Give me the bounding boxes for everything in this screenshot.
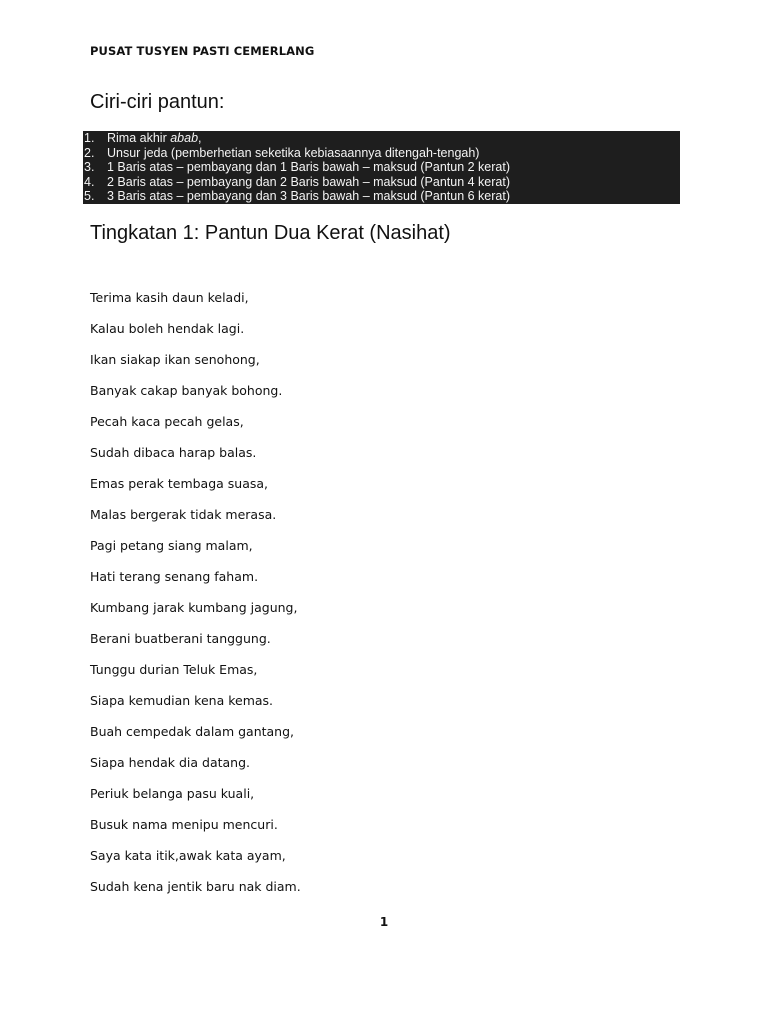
pantun-line: Buah cempedak dalam gantang, [90,724,295,739]
feature-number: 3. [84,160,95,175]
pantun-line: Terima kasih daun keladi, [90,290,249,305]
features-heading: Ciri-ciri pantun: [90,91,225,113]
pantun-line: Pecah kaca pecah gelas, [90,414,244,429]
pantun-line: Sudah dibaca harap balas. [90,445,257,460]
feature-suffix: , [198,131,202,145]
feature-text: 3 Baris atas – pembayang dan 3 Baris bawah – maksud (Pantun 6 kerat) [107,189,511,204]
pantun-line: Berani buatberani tanggung. [90,631,271,646]
pantun-line: Kumbang jarak kumbang jagung, [90,600,298,615]
pantun-line: Tunggu durian Teluk Emas, [90,662,258,677]
pantun-line: Busuk nama menipu mencuri. [90,817,278,832]
feature-text: Rima akhir [107,131,171,145]
document-header: PUSAT TUSYEN PASTI CEMERLANG [90,44,315,58]
feature-item [83,175,680,190]
pantun-lines [90,288,301,908]
pantun-line: Hati terang senang faham. [90,569,259,584]
feature-text: 2 Baris atas – pembayang dan 2 Baris bawah – maksud (Pantun 4 kerat) [107,174,511,189]
page-number: 1 [379,915,389,929]
pantun-line: Siapa kemudian kena kemas. [90,693,274,708]
pantun-heading: Tingkatan 1: Pantun Dua Kerat (Nasihat) [90,222,451,244]
pantun-line: Kalau boleh hendak lagi. [90,321,245,336]
pantun-line: Malas bergerak tidak merasa. [90,507,277,522]
pantun-line: Pagi petang siang malam, [90,538,253,553]
feature-item [83,146,680,161]
feature-number: 2. [84,145,95,160]
feature-text: Unsur jeda (pemberhetian seketika kebiasaannya ditengah-tengah) [107,145,480,160]
pantun-line: Sudah kena jentik baru nak diam. [90,879,301,894]
feature-emphasis: abab [170,131,199,145]
features-list [83,131,680,204]
feature-item [83,131,680,146]
feature-number: 5. [84,189,95,204]
pantun-line: Periuk belanga pasu kuali, [90,786,255,801]
pantun-line: Siapa hendak dia datang. [90,755,251,770]
pantun-line: Saya kata itik,awak kata ayam, [90,848,286,863]
feature-text: 1 Baris atas – pembayang dan 1 Baris bawah – maksud (Pantun 2 kerat) [107,160,511,175]
feature-number: 4. [84,174,95,189]
feature-number: 1. [84,131,95,145]
feature-item [83,160,680,175]
pantun-line: Emas perak tembaga suasa, [90,476,269,491]
pantun-line: Ikan siakap ikan senohong, [90,352,260,367]
pantun-line: Banyak cakap banyak bohong. [90,383,283,398]
feature-item [83,189,680,204]
